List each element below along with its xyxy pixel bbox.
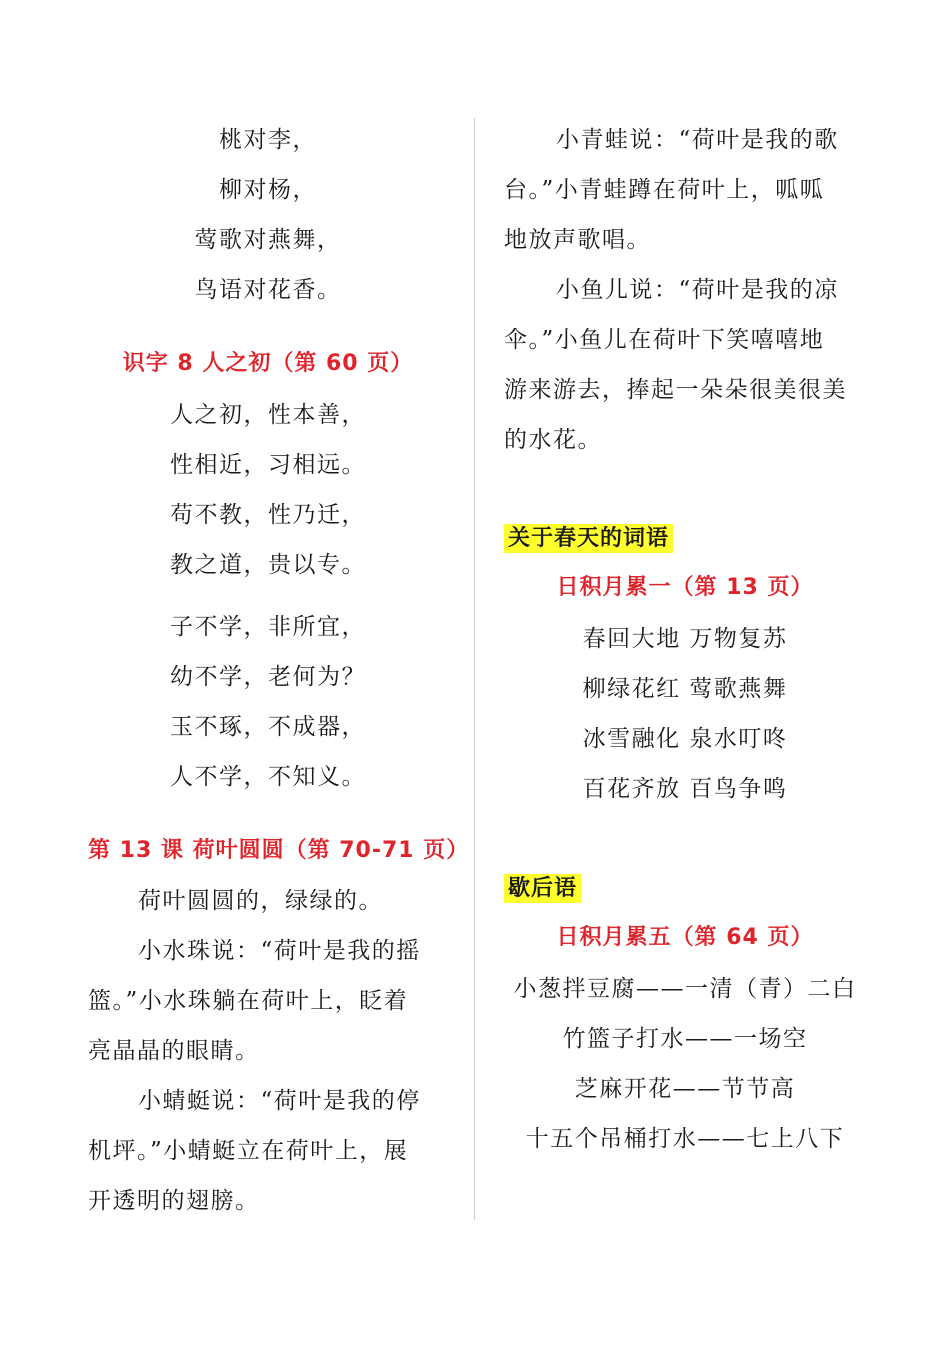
paragraph-line: 荷叶圆圆的，绿绿的。 [138, 888, 383, 914]
word-pair: 冰雪融化 泉水叮咚 [582, 726, 788, 752]
word-pair: 柳绿花红 莺歌燕舞 [582, 676, 788, 702]
section-title: 日积月累一（第 13 页） [556, 575, 814, 600]
paragraph-line: 小鱼儿说：“荷叶是我的凉 [556, 277, 839, 303]
text-line: 人之初，性本善， [170, 402, 366, 428]
paragraph-line: 小蜻蜓说：“荷叶是我的停 [138, 1088, 421, 1114]
paragraph-line: 台。”小青蛙蹲在荷叶上，呱呱 [504, 177, 825, 203]
text-line: 玉不琢，不成器， [170, 714, 366, 740]
text-line: 幼不学，老何为？ [170, 664, 366, 690]
paragraph-line: 游来游去，捧起一朵朵很美很美 [504, 377, 847, 403]
poem-line: 桃对李， [219, 127, 317, 153]
paragraph-line: 机坪。”小蜻蜓立在荷叶上，展 [88, 1138, 409, 1164]
column-divider [474, 118, 475, 1220]
paragraph-line: 小青蛙说：“荷叶是我的歌 [556, 127, 839, 153]
highlight-heading [504, 873, 581, 904]
paragraph-line: 伞。”小鱼儿在荷叶下笑嘻嘻地 [504, 327, 825, 353]
text-line: 性相近，习相远。 [170, 452, 366, 478]
text-line: 教之道，贵以专。 [170, 552, 366, 578]
section-title: 日积月累五（第 64 页） [556, 925, 814, 950]
saying-line: 芝麻开花——节节高 [574, 1076, 796, 1102]
saying-line: 小葱拌豆腐——一清（青）二白 [513, 976, 857, 1002]
text-line: 苟不教，性乃迁， [170, 502, 366, 528]
paragraph-line: 的水花。 [504, 427, 602, 453]
highlight-heading [504, 523, 673, 554]
section-title: 识字 8 人之初（第 60 页） [122, 351, 414, 376]
poem-line: 柳对杨， [219, 177, 317, 203]
saying-line: 竹篮子打水——一场空 [562, 1026, 808, 1052]
paragraph-line: 亮晶晶的眼睛。 [88, 1038, 260, 1064]
saying-line: 十五个吊桶打水——七上八下 [525, 1126, 845, 1152]
poem-line: 莺歌对燕舞， [194, 227, 342, 253]
highlight-heading-text: 关于春天的词语 [504, 524, 673, 553]
paragraph-line: 小水珠说：“荷叶是我的摇 [138, 938, 421, 964]
paragraph-line: 地放声歌唱。 [504, 227, 651, 253]
word-pair: 百花齐放 百鸟争鸣 [582, 776, 788, 802]
highlight-heading-text: 歇后语 [504, 874, 581, 903]
word-pair: 春回大地 万物复苏 [582, 626, 788, 652]
poem-line: 鸟语对花香。 [194, 277, 342, 303]
text-line: 子不学，非所宜， [170, 614, 366, 640]
paragraph-line: 开透明的翅膀。 [88, 1188, 260, 1214]
section-title: 第 13 课 荷叶圆圆（第 70-71 页） [88, 838, 470, 863]
text-line: 人不学，不知义。 [170, 764, 366, 790]
paragraph-line: 篮。”小水珠躺在荷叶上，眨着 [88, 988, 409, 1014]
